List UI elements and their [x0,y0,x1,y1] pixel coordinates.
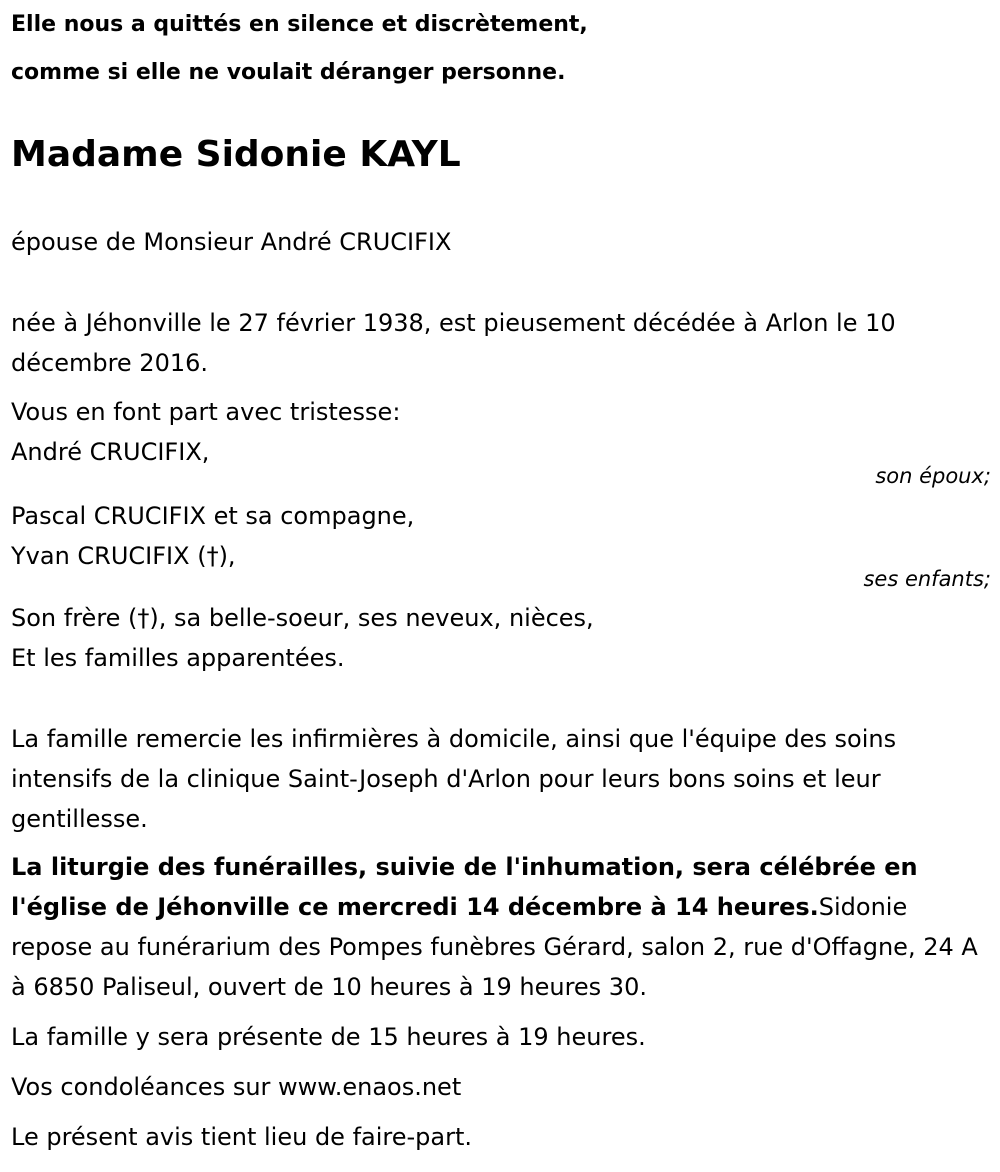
funeral-paragraph [11,847,991,1007]
closing-line: Le présent avis tient lieu de faire-part. [11,1123,473,1151]
thanks-paragraph: La famille remercie les infirmières à domicile, ainsi que l'équipe des soins intensifs de la clinique Saint-Joseph d'Arlon pour leurs bons soins et leur gentillesse. [11,725,897,833]
presence-line: La famille y sera présente de 15 heures à 19 heures. [11,1023,646,1051]
intro-line-1: Elle nous a quittés en silence et discrètement, [11,12,588,37]
funeral-details-bold: La liturgie des funérailles, suivie de l'inhumation, sera célébrée en l'église de Jéhonville ce mercredi 14 décembre à 14 heures. [11,853,918,921]
family-others-2: Et les familles apparentées. [11,644,345,672]
children-role: ses enfants; [863,567,991,591]
spouse-line: épouse de Monsieur André CRUCIFIX [11,228,452,256]
announcement-line: Vous en font part avec tristesse: [11,398,401,426]
birth-death-paragraph: née à Jéhonville le 27 février 1938, est pieusement décédée à Arlon le 10 décembre 2016. [11,309,896,377]
family-child-1: Pascal CRUCIFIX et sa compagne, [11,502,415,530]
family-others-1: Son frère (†), sa belle-soeur, ses neveux, nièces, [11,604,594,632]
condolences-line: Vos condoléances sur www.enaos.net [11,1073,462,1101]
family-spouse: André CRUCIFIX, [11,438,210,466]
deceased-name: Madame Sidonie KAYL [11,134,461,175]
family-child-2: Yvan CRUCIFIX (†), [11,542,236,570]
spouse-role: son époux; [875,464,991,488]
intro-line-2: comme si elle ne voulait déranger personne. [11,60,566,85]
funeral-details-rest: Sidonie repose au funérarium des Pompes funèbres Gérard, salon 2, rue d'Offagne, 24 A à 6850 Paliseul, ouvert de 10 heures à 19 heures 30. [11,893,978,1001]
